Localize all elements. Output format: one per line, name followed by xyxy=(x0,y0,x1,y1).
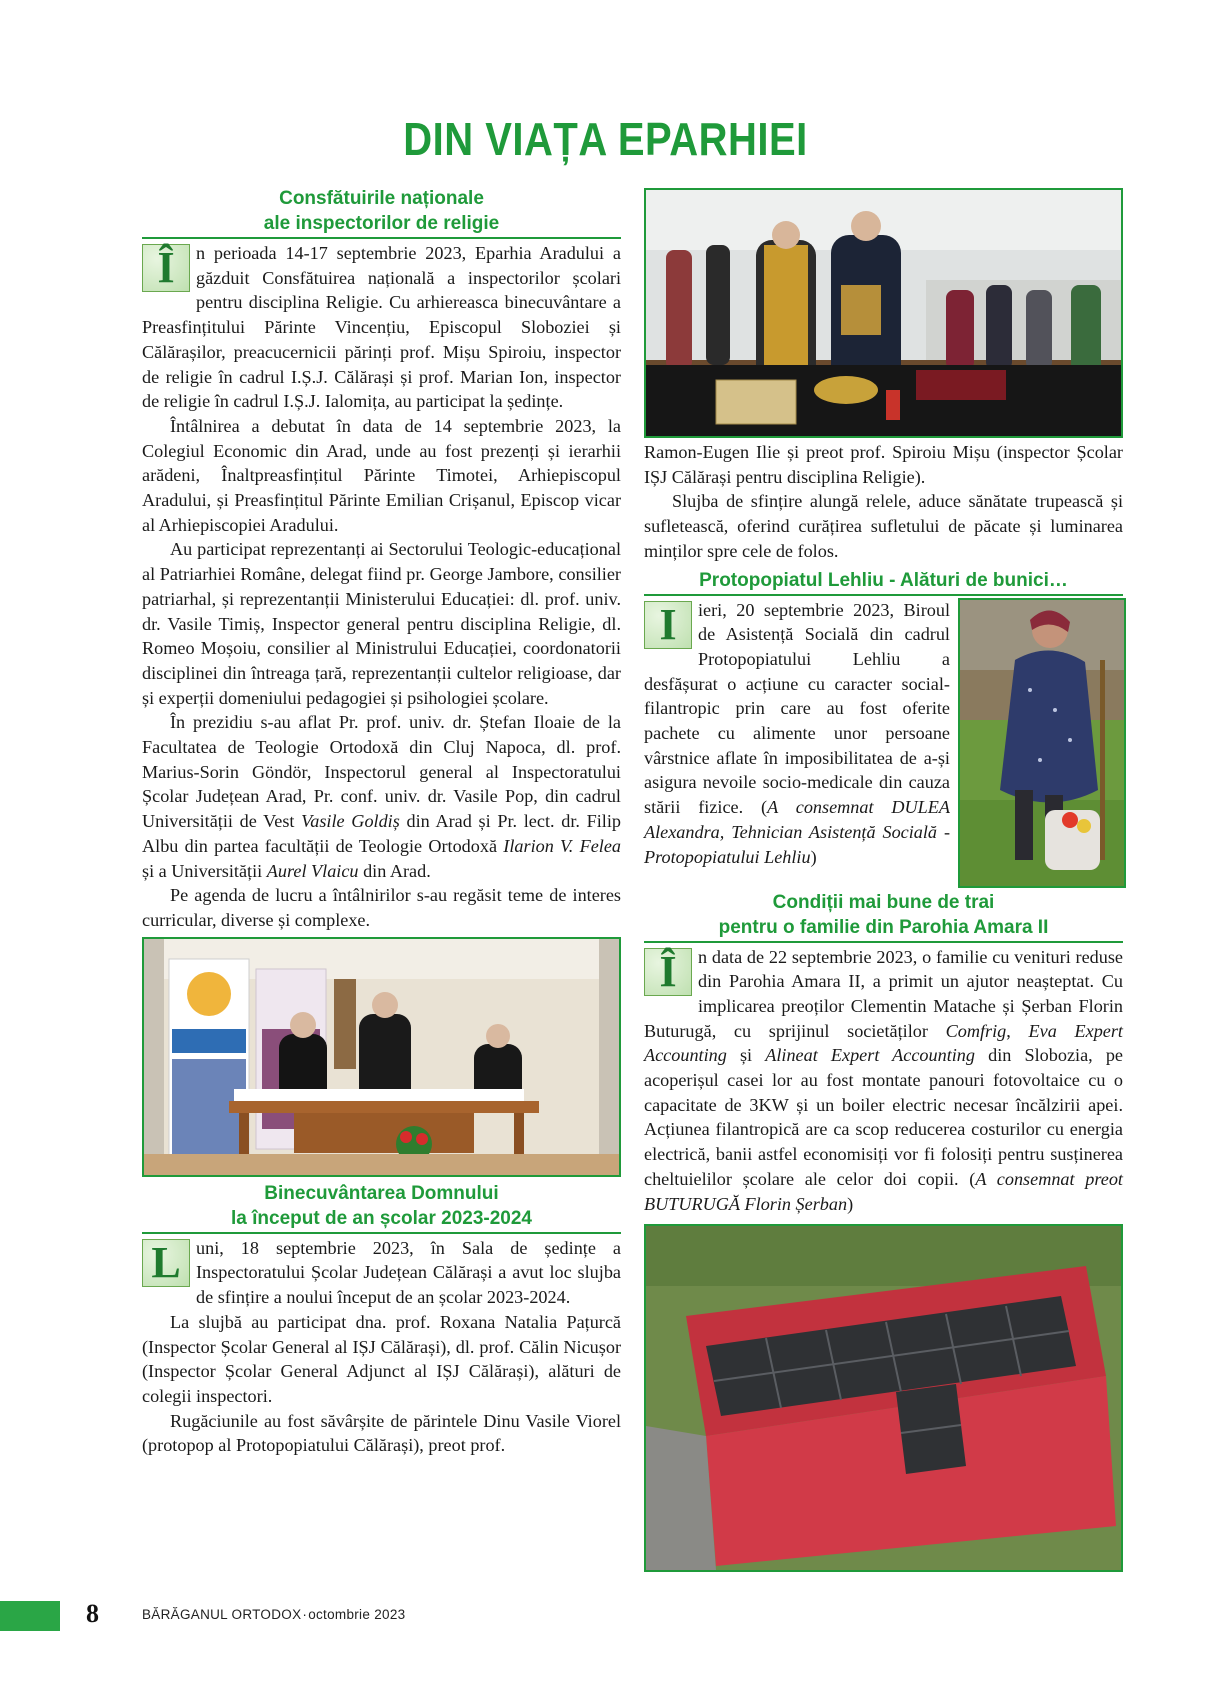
heading-line: la început de an școlar 2023-2024 xyxy=(231,1207,532,1229)
article-body-lehliu xyxy=(644,598,1123,870)
dropcap: Î xyxy=(142,244,190,292)
article-body-amara xyxy=(644,945,1123,1217)
footer-separator: · xyxy=(302,1607,308,1622)
heading-line: Binecuvântarea Domnului xyxy=(264,1182,499,1204)
right-column xyxy=(644,188,1123,1572)
publication-issue: octombrie 2023 xyxy=(308,1607,406,1622)
heading-line: Consfătuirile naționale xyxy=(279,188,484,209)
photo-elderly-woman xyxy=(958,598,1126,888)
article-body-binecuvantarea-cont xyxy=(644,440,1123,564)
paragraph: Î n data de 22 septembrie 2023, o familie cu venituri reduse din Parohia Amara II, a primit un ajutor neașteptat. Cu implicarea preoților Clementin Matache și Șerban Florin Buturugă, cu sprijinul societăților Comfrig, Eva Expert Accounting și Alineat Expert Accounting din Slobozia, pe acoperișul casei lor au fost montate panouri fotovoltaice cu o capacitate de 3KW și un boiler electric necesar încălzirii apei. Acțiunea filantropică are ca scop reducerea costurilor cu energia electrică, banii astfel economisiți vor fi folosiți pentru susținerea cheltuielilor școlare ale celor doi copii. (A consemnat preot BUTURUGĂ Florin Șerban) xyxy=(644,946,1123,1214)
dropcap: I xyxy=(644,601,692,649)
article-body-consfatuiri xyxy=(142,241,621,933)
article-body-binecuvantarea xyxy=(142,1236,621,1458)
paragraph: Întâlnirea a debutat în data de 14 septembrie 2023, la Colegiul Economic din Arad, unde au fost prezenți și ierarhii arădeni, Înaltpreasfințitul Părinte Timotei, Arhiepiscopul Aradului, și Preasfințitul Părinte Emilian Crișanul, Episcop vicar al Arhiepiscopiei Aradului. xyxy=(142,415,621,535)
heading-line: ale inspectorilor de religie xyxy=(263,213,500,234)
page-title: DIN VIAȚA EPARHIEI xyxy=(403,114,808,166)
paragraph: Rugăciunile au fost săvârșite de părintele Dinu Vasile Viorel (protopop al Protopopiatului Călărași), preot prof. xyxy=(142,1410,621,1456)
heading-line: pentru o familie din Parohia Amara II xyxy=(718,916,1049,938)
article-heading-consfatuiri xyxy=(142,186,621,239)
paragraph: Î n perioada 14-17 septembrie 2023, Eparhia Aradului a găzduit Consfătuirea națională a inspectorilor școlari pentru disciplina Religie. Cu arhiereasca binecuvântare a Preasfințitului Părinte Vincențiu, Episcopul Sloboziei și Călărașilor, preacucernicii părinți prof. Mișu Spiroiu, inspector de religie în cadrul I.Ș.J. Călărași și prof. Marian Ion, inspector de religie în cadrul I.Ș.J. Ialomița, au participat la ședințe. xyxy=(142,243,621,412)
article-heading-binecuvantarea xyxy=(142,1181,621,1234)
photo-blessing-service xyxy=(644,188,1123,438)
heading-line: Condiții mai bune de trai xyxy=(772,891,995,913)
article-heading-lehliu: Protopopiatul Lehliu - Alături de bunici… xyxy=(644,568,1123,596)
photo-conference-presidium xyxy=(142,937,621,1177)
paragraph: L uni, 18 septembrie 2023, în Sala de ședințe a Inspectoratului Școlar Județean Călărași a avut loc slujba de sfințire a noului început de an școlar 2023-2024. xyxy=(142,1236,621,1310)
photo-solar-panels-roof xyxy=(644,1224,1123,1572)
paragraph: Au participat reprezentanți ai Sectorului Teologic-educațional al Patriarhiei Române, delegat fiind pr. George Jambore, consilier patriarhal, și reprezentanții Ministerului Educației: dl. prof. univ. dr. Vasile Timiș, Inspector general pentru disciplina Religie, dl. Romeo Moșoiu, consilier al Ministrului Educației, coordonatorii disciplinei din întreaga țară, reprezentanții cultelor religioase, dar și experții domeniului pedagogiei și psihologiei școlare. xyxy=(142,539,621,708)
footer-publication xyxy=(142,1607,405,1622)
left-column xyxy=(142,186,621,1458)
paragraph: Slujba de sfințire alungă relele, aduce sănătate trupească și sufletească, oferind curățirea sufletului de păcate și luminarea minților spre cele de folos. xyxy=(644,491,1123,561)
paragraph: Ramon-Eugen Ilie și preot prof. Spiroiu Mișu (inspector Școlar IȘJ Călărași pentru disciplina Religie). xyxy=(644,442,1123,487)
paragraph: Pe agenda de lucru a întâlnirilor s-au regăsit teme de interes curricular, diverse și complexe. xyxy=(142,885,621,930)
footer-accent-bar xyxy=(0,1601,60,1631)
dropcap: L xyxy=(142,1239,190,1287)
publication-name: BĂRĂGANUL ORTODOX xyxy=(142,1607,302,1622)
paragraph: I ieri, 20 septembrie 2023, Biroul de Asistență Socială din cadrul Protopopiatului Lehliu a desfășurat o acțiune cu caracter social-filantropic prin care au fost oferite pachete cu alimente unor persoane vârstnice aflate în imposibilitatea de a-și asigura nevoile socio-medicale din cauza stării fizice. (A consemnat DULEA Alexandra, Tehnician Asistență Socială - Protopopiatului Lehliu) xyxy=(644,599,950,867)
paragraph: La slujbă au participat dna. prof. Roxana Natalia Pațurcă (Inspector Școlar General al IȘJ Călărași), dl. prof. Călin Nicușor (Inspector Școlar General Adjunct al IȘJ Călărași), alături de colegii inspectori. xyxy=(142,1311,621,1406)
paragraph: În prezidiu s-au aflat Pr. prof. univ. dr. Ștefan Iloaie de la Facultatea de Teologie Ortodoxă din Cluj Napoca, dl. prof. Marius-Sorin Göndör, Inspectorul general al Inspectoratului Școlar Județean Arad, Pr. conf. univ. dr. Vasile Pop, din cadrul Universității de Vest Vasile Goldiș din Arad și Pr. lect. dr. Filip Albu din partea facultății de Teologie Ortodoxă Ilarion V. Felea și a Universității Aurel Vlaicu din Arad. xyxy=(142,712,622,881)
dropcap: Î xyxy=(644,948,692,996)
page-number: 8 xyxy=(86,1599,99,1628)
article-heading-amara xyxy=(644,890,1123,943)
